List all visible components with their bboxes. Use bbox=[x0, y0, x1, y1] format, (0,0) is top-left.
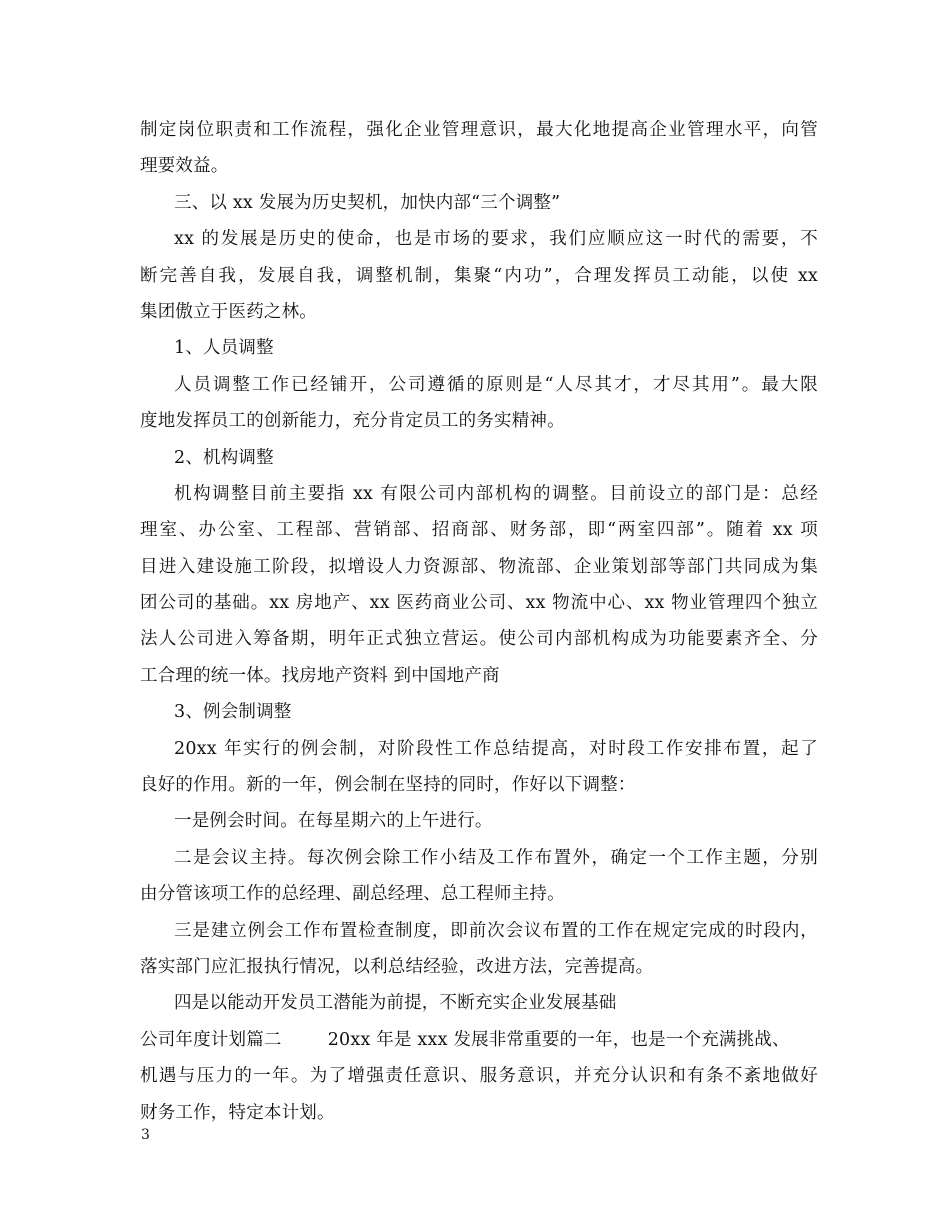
text-line: 目进入建设施工阶段，拟增设人力资源部、物流部、企业策划部等部门共同成为集 bbox=[140, 556, 818, 577]
text-line: 20xx 年实行的例会制，对阶段性工作总结提高，对时段工作安排布置，起了 bbox=[174, 738, 818, 759]
subsection-heading: 1、人员调整 bbox=[174, 338, 274, 359]
text-line: 法人公司进入筹备期，明年正式独立营运。使公司内部机构成为功能要素齐全、分 bbox=[140, 629, 818, 650]
text-line: 机遇与压力的一年。为了增强责任意识、服务意识，并充分认识和有条不紊地做好 bbox=[140, 1066, 818, 1087]
text-line: 三是建立例会工作布置检查制度，即前次会议布置的工作在规定完成的时段内， bbox=[174, 920, 818, 941]
text-line: 断完善自我，发展自我，调整机制，集聚“内功”，合理发挥员工动能，以使 xx bbox=[140, 265, 818, 286]
text-line: 人员调整工作已经铺开，公司遵循的原则是“人尽其才，才尽其用”。最大限 bbox=[174, 374, 818, 395]
text-line: 机构调整目前主要指 xx 有限公司内部机构的调整。目前设立的部门是：总经 bbox=[174, 483, 818, 504]
text-line: 理要效益。 bbox=[140, 156, 229, 177]
text-line: 落实部门应汇报执行情况，以利总结经验，改进方法，完善提高。 bbox=[140, 956, 654, 977]
subsection-heading: 3、例会制调整 bbox=[174, 702, 292, 723]
document-body bbox=[140, 112, 818, 1131]
text-line: 团公司的基础。xx 房地产、xx 医药商业公司、xx 物流中心、xx 物业管理四个独立 bbox=[140, 593, 818, 614]
text-line: 制定岗位职责和工作流程，强化企业管理意识，最大化地提高企业管理水平，向管 bbox=[140, 120, 818, 140]
text-line: 四是以能动开发员工潜能为前提，不断充实企业发展基础 bbox=[174, 993, 617, 1014]
text-line: 由分管该项工作的总经理、副总经理、总工程师主持。 bbox=[140, 884, 565, 905]
text-line: 二是会议主持。每次例会除工作小结及工作布置外，确定一个工作主题，分别 bbox=[174, 847, 818, 868]
subsection-heading: 2、机构调整 bbox=[174, 447, 274, 468]
text-line: 理室、办公室、工程部、营销部、招商部、财务部，即“两室四部”。随着 xx 项 bbox=[140, 520, 818, 541]
text-line: 良好的作用。新的一年，例会制在坚持的同时，作好以下调整： bbox=[140, 775, 636, 796]
text-line: xx 的发展是历史的使命，也是市场的要求，我们应顺应这一时代的需要，不 bbox=[174, 229, 818, 250]
text-line: 财务工作，特定本计划。 bbox=[140, 1102, 335, 1123]
text-line: 公司年度计划篇二 20xx 年是 xxx 发展非常重要的一年，也是一个充满挑战、 bbox=[140, 1029, 790, 1050]
text-line: 工合理的统一体。找房地产资料 到中国地产商 bbox=[140, 665, 500, 686]
text-line: 一是例会时间。在每星期六的上午进行。 bbox=[174, 811, 493, 832]
page-number: 3 bbox=[141, 1127, 150, 1143]
text-line: 集团傲立于医药之林。 bbox=[140, 301, 317, 322]
section-heading: 三、以 xx 发展为历史契机，加快内部“三个调整” bbox=[174, 192, 561, 213]
text-line: 度地发挥员工的创新能力，充分肯定员工的务实精神。 bbox=[140, 411, 565, 432]
